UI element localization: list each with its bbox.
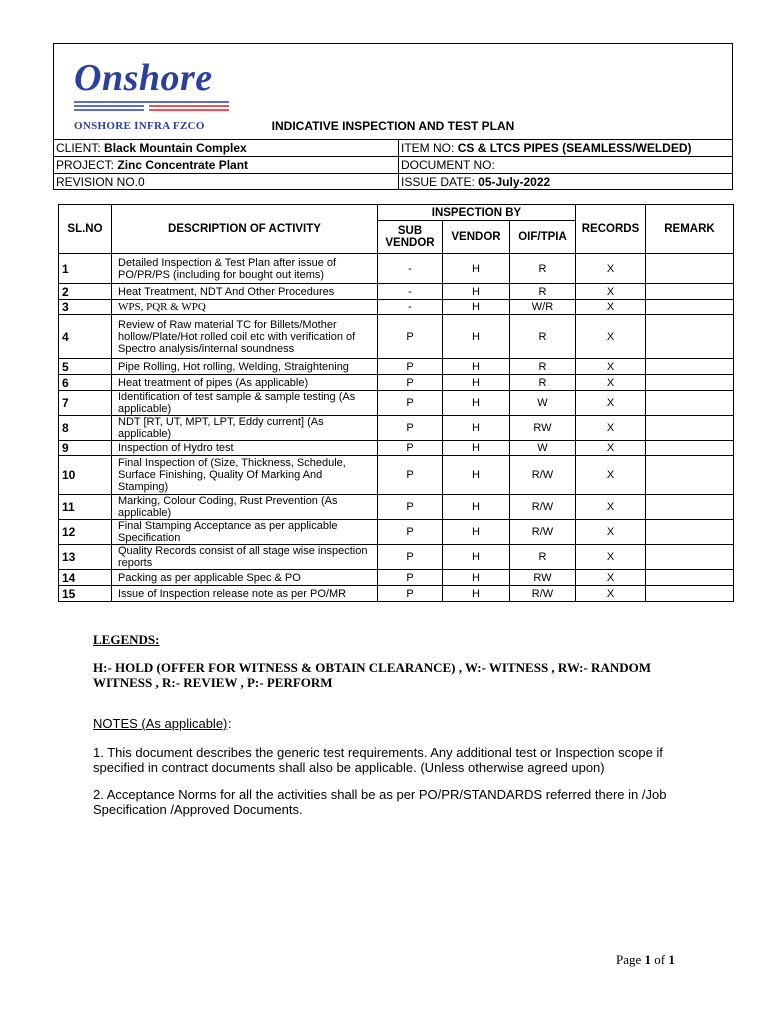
table-row <box>59 300 734 315</box>
row-description: Final Stamping Acceptance as per applicable Specification <box>112 520 378 545</box>
item-value: CS & LTCS PIPES (SEAMLESS/WELDED) <box>457 141 692 155</box>
row-remark <box>646 416 734 441</box>
row-remark <box>646 441 734 456</box>
row-slno: 5 <box>59 359 112 375</box>
table-row <box>59 520 734 545</box>
row-remark <box>646 391 734 416</box>
row-slno: 14 <box>59 570 112 586</box>
row-description: Pipe Rolling, Hot rolling, Welding, Straightening <box>112 359 378 375</box>
row-sub-vendor: P <box>378 586 443 602</box>
row-sub-vendor: - <box>378 284 443 300</box>
row-slno: 4 <box>59 315 112 359</box>
row-sub-vendor: P <box>378 495 443 520</box>
row-description: Identification of test sample & sample testing (As applicable) <box>112 391 378 416</box>
note-1: 1. This document describes the generic test requirements. Any additional test or Inspection scope if specified in contract documents shall also be applicable. (Unless otherwise agreed upon) <box>93 745 663 775</box>
table-row <box>59 375 734 391</box>
row-vendor: H <box>443 284 510 300</box>
row-vendor: H <box>443 456 510 495</box>
table-body <box>59 254 734 602</box>
header-sub-vendor: SUB VENDOR <box>378 221 443 254</box>
row-oif-tpia: R/W <box>510 520 576 545</box>
item-label: ITEM NO: <box>401 141 455 155</box>
client-cell <box>54 140 399 157</box>
row-sub-vendor: P <box>378 359 443 375</box>
row-oif-tpia: W <box>510 391 576 416</box>
document-header <box>53 43 733 190</box>
page-number <box>616 952 675 968</box>
table-row <box>59 359 734 375</box>
document-title: INDICATIVE INSPECTION AND TEST PLAN <box>271 119 515 133</box>
table-row <box>59 416 734 441</box>
row-slno: 8 <box>59 416 112 441</box>
table-row <box>59 586 734 602</box>
row-oif-tpia: RW <box>510 416 576 441</box>
row-description: Detailed Inspection & Test Plan after issue of PO/PR/PS (including for bought out items) <box>112 254 378 284</box>
row-description: Quality Records consist of all stage wise inspection reports <box>112 545 378 570</box>
row-remark <box>646 359 734 375</box>
row-records: X <box>576 284 646 300</box>
row-description: Inspection of Hydro test <box>112 441 378 456</box>
row-slno: 9 <box>59 441 112 456</box>
row-slno: 7 <box>59 391 112 416</box>
row-sub-vendor: P <box>378 315 443 359</box>
row-description: NDT [RT, UT, MPT, LPT, Eddy current] (As applicable) <box>112 416 378 441</box>
row-remark <box>646 495 734 520</box>
row-records: X <box>576 300 646 315</box>
header-inspection-by: INSPECTION BY <box>378 205 576 221</box>
header-slno: SL.NO <box>59 205 112 254</box>
row-records: X <box>576 586 646 602</box>
client-label: CLIENT: <box>56 141 101 155</box>
row-sub-vendor: P <box>378 391 443 416</box>
project-label: PROJECT: <box>56 158 115 172</box>
row-vendor: H <box>443 495 510 520</box>
row-description: Issue of Inspection release note as per PO/MR <box>112 586 378 602</box>
row-records: X <box>576 520 646 545</box>
row-oif-tpia: R <box>510 375 576 391</box>
row-records: X <box>576 441 646 456</box>
row-records: X <box>576 375 646 391</box>
row-vendor: H <box>443 315 510 359</box>
page-of: of <box>651 952 669 967</box>
row-description: Heat treatment of pipes (As applicable) <box>112 375 378 391</box>
row-oif-tpia: R <box>510 254 576 284</box>
logo-stripes-graphic <box>74 100 229 114</box>
row-sub-vendor: P <box>378 441 443 456</box>
logo-company-name: ONSHORE INFRA FZCO <box>74 120 205 132</box>
row-remark <box>646 456 734 495</box>
info-row <box>54 157 732 174</box>
page-total: 1 <box>668 952 675 967</box>
row-remark <box>646 586 734 602</box>
row-records: X <box>576 570 646 586</box>
row-description: Packing as per applicable Spec & PO <box>112 570 378 586</box>
row-records: X <box>576 359 646 375</box>
logo-wordmark: Onshore <box>74 57 213 99</box>
header-records: RECORDS <box>576 205 646 254</box>
row-remark <box>646 545 734 570</box>
row-oif-tpia: R <box>510 315 576 359</box>
client-value: Black Mountain Complex <box>104 141 247 155</box>
row-description: Heat Treatment, NDT And Other Procedures <box>112 284 378 300</box>
row-sub-vendor: P <box>378 520 443 545</box>
row-description: Final Inspection of (Size, Thickness, Schedule, Surface Finishing, Quality Of Marking And Stamping) <box>112 456 378 495</box>
row-vendor: H <box>443 570 510 586</box>
row-slno: 2 <box>59 284 112 300</box>
row-slno: 15 <box>59 586 112 602</box>
row-sub-vendor: P <box>378 570 443 586</box>
row-vendor: H <box>443 520 510 545</box>
table-row <box>59 570 734 586</box>
header-remark: REMARK <box>646 205 734 254</box>
row-records: X <box>576 315 646 359</box>
document-info-table <box>54 139 732 190</box>
row-oif-tpia: R/W <box>510 456 576 495</box>
row-sub-vendor: - <box>378 254 443 284</box>
info-row <box>54 174 732 191</box>
issue-date-label: ISSUE DATE: <box>401 175 475 189</box>
row-oif-tpia: W <box>510 441 576 456</box>
revision-cell <box>54 174 399 191</box>
info-row <box>54 140 732 157</box>
row-remark <box>646 284 734 300</box>
row-vendor: H <box>443 391 510 416</box>
document-no-label: DOCUMENT NO: <box>401 158 495 172</box>
row-description: Review of Raw material TC for Billets/Mother hollow/Plate/Hot rolled coil etc with verification of Spectro analysis/internal soundness <box>112 315 378 359</box>
row-description: WPS, PQR & WPQ <box>112 300 378 315</box>
row-oif-tpia: R/W <box>510 495 576 520</box>
row-vendor: H <box>443 254 510 284</box>
row-oif-tpia: R <box>510 284 576 300</box>
header-vendor: VENDOR <box>443 221 510 254</box>
document-no-cell <box>399 157 733 174</box>
row-records: X <box>576 456 646 495</box>
table-row <box>59 315 734 359</box>
legends-title: LEGENDS: <box>93 632 160 647</box>
row-records: X <box>576 254 646 284</box>
row-sub-vendor: P <box>378 375 443 391</box>
inspection-test-plan-table <box>58 204 734 602</box>
row-remark <box>646 315 734 359</box>
table-row <box>59 254 734 284</box>
table-row <box>59 545 734 570</box>
row-vendor: H <box>443 416 510 441</box>
row-vendor: H <box>443 300 510 315</box>
row-slno: 1 <box>59 254 112 284</box>
row-sub-vendor: P <box>378 545 443 570</box>
table-row <box>59 441 734 456</box>
page-current: 1 <box>644 952 652 967</box>
page-prefix: Page <box>616 952 645 967</box>
issue-date-cell <box>399 174 733 191</box>
table-row <box>59 495 734 520</box>
table-row <box>59 284 734 300</box>
notes-title: NOTES (As applicable) <box>93 716 228 731</box>
project-cell <box>54 157 399 174</box>
row-description: Marking, Colour Coding, Rust Prevention (As applicable) <box>112 495 378 520</box>
row-oif-tpia: R <box>510 545 576 570</box>
legends-text: H:- HOLD (OFFER FOR WITNESS & OBTAIN CLEARANCE) , W:- WITNESS , RW:- RANDOM WITNESS , R:- REVIEW , P:- PERFORM <box>93 660 651 690</box>
row-vendor: H <box>443 586 510 602</box>
row-sub-vendor: P <box>378 456 443 495</box>
revision-label: REVISION NO.0 <box>56 175 145 189</box>
row-remark <box>646 300 734 315</box>
row-slno: 3 <box>59 300 112 315</box>
header-oif-tpia: OIF/TPIA <box>510 221 576 254</box>
row-vendor: H <box>443 375 510 391</box>
row-remark <box>646 570 734 586</box>
row-oif-tpia: R/W <box>510 586 576 602</box>
row-vendor: H <box>443 441 510 456</box>
row-oif-tpia: RW <box>510 570 576 586</box>
row-slno: 12 <box>59 520 112 545</box>
row-oif-tpia: W/R <box>510 300 576 315</box>
table-row <box>59 391 734 416</box>
notes-title-colon: : <box>228 716 232 731</box>
row-oif-tpia: R <box>510 359 576 375</box>
row-sub-vendor: - <box>378 300 443 315</box>
item-cell <box>399 140 733 157</box>
row-slno: 11 <box>59 495 112 520</box>
row-slno: 6 <box>59 375 112 391</box>
row-remark <box>646 520 734 545</box>
row-vendor: H <box>443 545 510 570</box>
row-sub-vendor: P <box>378 416 443 441</box>
row-slno: 13 <box>59 545 112 570</box>
row-records: X <box>576 495 646 520</box>
row-remark <box>646 254 734 284</box>
row-vendor: H <box>443 359 510 375</box>
project-value: Zinc Concentrate Plant <box>117 158 249 172</box>
note-2: 2. Acceptance Norms for all the activities shall be as per PO/PR/STANDARDS referred there in /Job Specification /Approved Documents. <box>93 787 667 817</box>
row-records: X <box>576 545 646 570</box>
notes-heading <box>93 716 227 731</box>
table-header-row <box>59 205 734 221</box>
row-records: X <box>576 391 646 416</box>
row-records: X <box>576 416 646 441</box>
table-row <box>59 456 734 495</box>
row-remark <box>646 375 734 391</box>
header-description: DESCRIPTION OF ACTIVITY <box>112 205 378 254</box>
issue-date-value: 05-July-2022 <box>478 175 551 189</box>
row-slno: 10 <box>59 456 112 495</box>
